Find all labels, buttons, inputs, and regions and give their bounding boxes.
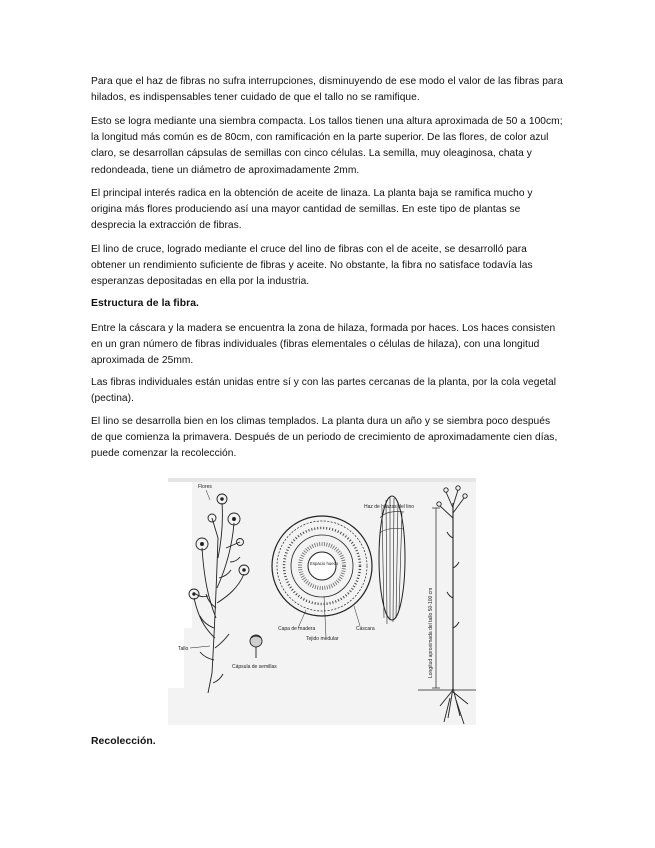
section-heading-fiber-structure <box>91 296 563 312</box>
paragraph-fiber-zone <box>91 321 563 370</box>
paragraph-climate <box>91 414 563 463</box>
paragraph-stem-description <box>91 114 563 179</box>
paragraph-text: Entre la cáscara y la madera se encuentra la zona de hilaza, formada por haces. Los haces consisten en un gran número de fibras individuales (fibras elementales o células de hilaza), con una longitud aproximada de 25mm. <box>91 323 556 367</box>
heading-text: Estructura de la fibra. <box>91 298 199 309</box>
paragraph-text: Las fibras individuales están unidas entre sí y con las partes cercanas de la planta, por la cola vegetal (pectina). <box>91 377 557 405</box>
label-hollow-space: Espacio hueco <box>310 561 339 566</box>
label-seed-capsule: Cápsula de semillas <box>232 664 277 670</box>
paragraph-cross-flax <box>91 242 563 291</box>
paragraph-text: El principal interés radica en la obtención de aceite de linaza. La planta baja se ramifica mucho y origina más flores produciendo así una mayor cantidad de semillas. En este tipo de plantas se desprecia la extracción de fibras. <box>91 188 533 232</box>
paragraph-fiber-bundle <box>91 74 563 106</box>
label-stem-length: Longitud aproximada del tallo 50-100 cm <box>428 587 434 678</box>
label-stem: Tallo <box>178 646 189 652</box>
label-flowers: Flores <box>198 484 212 490</box>
paragraph-text: El lino de cruce, logrado mediante el cruce del lino de fibras con el de aceite, se desarrolló para obtener un rendimiento suficiente de fibras y aceite. No obstante, la fibra no satisface todavía las esperanzas depositadas en ella por la industria. <box>91 244 533 288</box>
paragraph-text: Para que el haz de fibras no sufra interrupciones, disminuyendo de ese modo el valor de las fibras para hilados, es indispensables tener cuidado de que el tallo no se ramifique. <box>91 76 563 104</box>
paragraph-text: Esto se logra mediante una siembra compacta. Los tallos tienen una altura aproximada de 50 a 100cm; la longitud más común es de 80cm, con ramificación en la parte superior. De las flores, de color azul claro, se desarrollan cápsulas de semillas con cinco células. La semilla, muy oleaginosa, chata y redondeada, tiene un diámetro de aproximadamente 2mm. <box>91 116 563 176</box>
heading-text: Recolección. <box>91 736 156 747</box>
paragraph-pectin <box>91 375 563 407</box>
flax-plant-illustration <box>168 478 476 725</box>
label-medullary-tissue: Tejido medular <box>306 636 339 642</box>
label-bark: Cáscara <box>356 626 375 632</box>
label-wood-layer: Capa de madera <box>278 626 316 632</box>
label-fiber-bundle: Haz de hilazas del lino <box>364 504 415 510</box>
section-heading-harvest <box>91 734 563 750</box>
paragraph-text: El lino se desarrolla bien en los climas templados. La planta dura un año y se siembra poco después de que comienza la primavera. Después de un periodo de crecimiento de aproximadamente cien días, puede comenzar la recolección. <box>91 416 558 460</box>
paragraph-oil-interest <box>91 186 563 235</box>
